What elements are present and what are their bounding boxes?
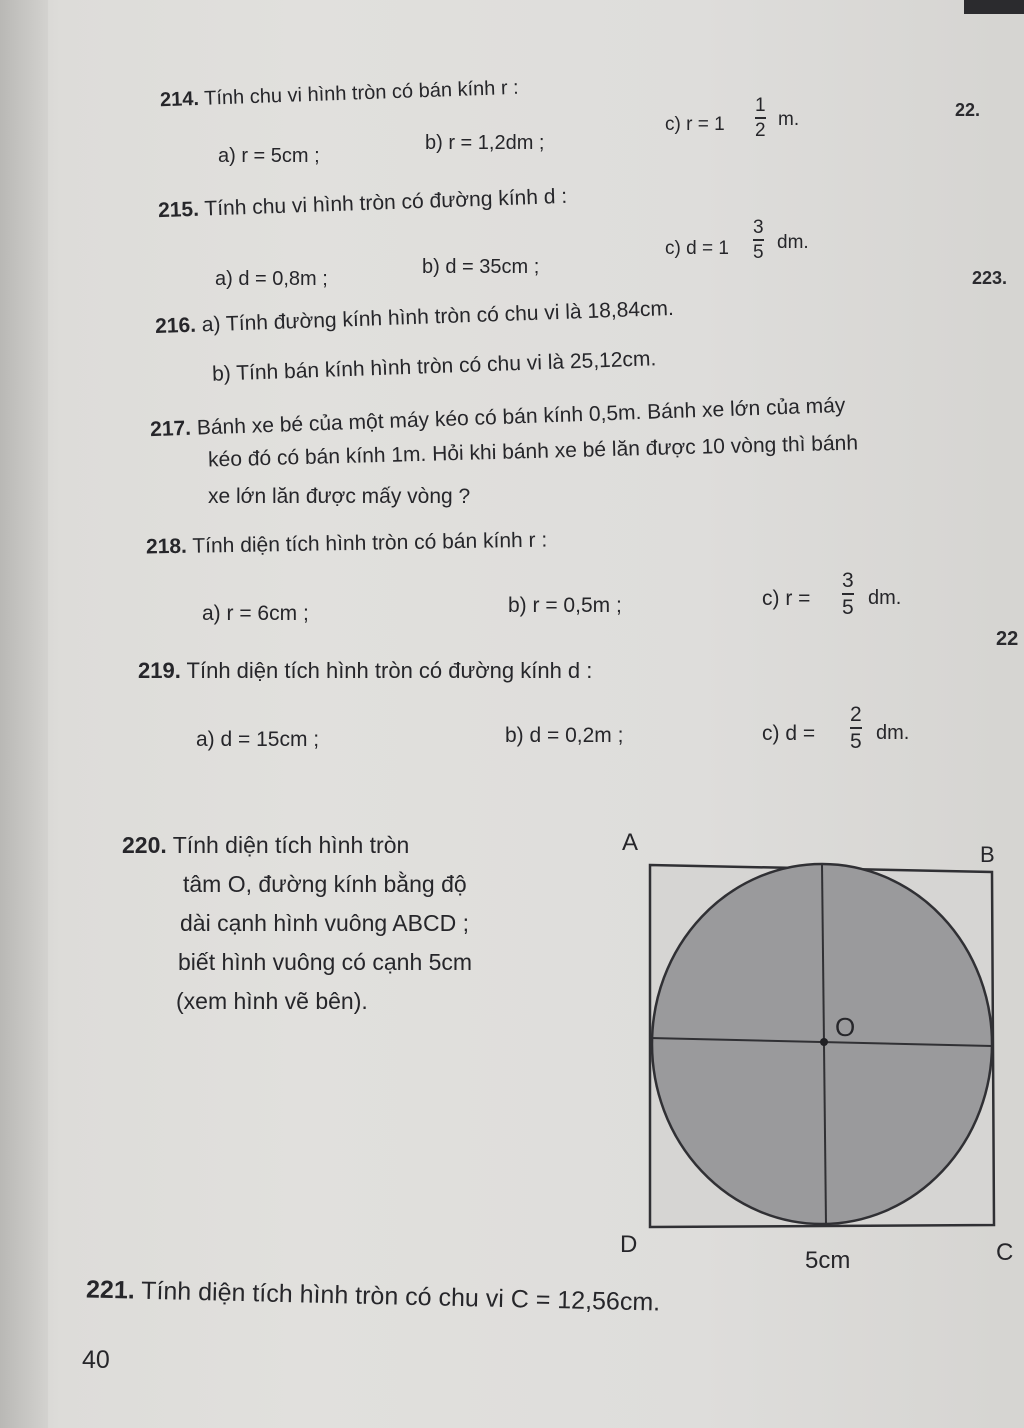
problem-text-line4: biết hình vuông có cạnh 5cm	[178, 949, 473, 975]
denominator: 2	[755, 120, 766, 141]
side-length-label: 5cm	[805, 1247, 851, 1274]
problem-text: Tính diện tích hình tròn có đường kính d :	[186, 658, 593, 683]
problem-220	[122, 832, 409, 859]
option-a: a) r = 5cm ;	[218, 145, 320, 167]
problem-number: 214.	[159, 87, 200, 112]
fraction-bar	[753, 239, 764, 241]
problem-218	[146, 529, 548, 560]
problem-text-line2: kéo đó có bán kính 1m. Hỏi khi bánh xe bé lăn được 10 vòng thì bánh	[207, 431, 859, 472]
side-number-1: 22.	[955, 100, 981, 120]
problem-216-a	[155, 297, 674, 339]
option-c-unit: dm.	[876, 722, 910, 744]
problem-text-line5: (xem hình vẽ bên).	[176, 988, 368, 1014]
label-a: A	[622, 829, 639, 856]
label-d: D	[620, 1231, 638, 1258]
option-c-unit: dm.	[868, 587, 902, 609]
option-b: b) d = 0,2m ;	[505, 724, 624, 747]
side-number-2: 223.	[972, 268, 1008, 288]
problem-216-b: b) Tính bán kính hình tròn có chu vi là 25,12cm.	[211, 347, 657, 386]
denominator: 5	[753, 242, 764, 263]
problem-number: 221.	[85, 1275, 136, 1305]
label-c: C	[996, 1239, 1014, 1266]
fraction	[755, 96, 766, 140]
book-spine	[0, 0, 48, 1428]
fraction	[842, 570, 854, 618]
problem-text-line1: Tính diện tích hình tròn	[172, 832, 410, 858]
problem-221	[86, 1275, 661, 1317]
page-number: 40	[82, 1346, 110, 1374]
denominator: 5	[842, 596, 854, 619]
label-b: B	[980, 842, 995, 867]
circle-in-square-figure	[600, 820, 1020, 1290]
problem-214	[160, 77, 519, 113]
numerator: 1	[755, 95, 766, 116]
label-o: O	[835, 1012, 856, 1042]
numerator: 2	[850, 703, 862, 726]
problem-number: 219.	[138, 658, 181, 683]
center-point	[820, 1038, 828, 1046]
option-c-unit: dm.	[777, 232, 809, 253]
problem-text: a) Tính đường kính hình tròn có chu vi là 18,84cm.	[201, 296, 675, 337]
side-number-3: 22	[996, 628, 1019, 650]
problem-text-line1: Bánh xe bé của một máy kéo có bán kính 0,5m. Bánh xe lớn của máy	[196, 393, 846, 440]
option-c-prefix: c) d = 1	[665, 238, 729, 259]
option-c-prefix: c) d =	[762, 722, 816, 745]
fraction	[850, 704, 862, 752]
fraction-bar	[755, 117, 766, 119]
option-c-unit: m.	[778, 109, 800, 130]
option-a: a) d = 15cm ;	[196, 728, 320, 751]
problem-number: 220.	[122, 832, 167, 858]
dark-corner	[964, 0, 1024, 14]
problem-text-line3: xe lớn lăn được mấy vòng ?	[208, 485, 471, 508]
problem-text-line3: dài cạnh hình vuông ABCD ;	[180, 910, 469, 936]
problem-219	[138, 658, 592, 684]
fraction	[753, 218, 764, 262]
problem-text: Tính diện tích hình tròn có chu vi C = 12,56cm.	[140, 1276, 661, 1317]
problem-number: 218.	[145, 534, 188, 559]
problem-number: 216.	[154, 313, 197, 339]
option-b: b) d = 35cm ;	[422, 256, 540, 278]
problem-text: Tính chu vi hình tròn có bán kính r :	[203, 76, 520, 110]
option-c-prefix: c) r =	[762, 587, 811, 610]
option-a: a) r = 6cm ;	[202, 602, 309, 625]
option-c-prefix: c) r = 1	[665, 114, 725, 135]
option-b: b) r = 0,5m ;	[508, 594, 622, 617]
problem-215	[158, 185, 568, 223]
option-a: a) d = 0,8m ;	[215, 268, 328, 290]
problem-number: 217.	[149, 416, 192, 442]
problem-number: 215.	[157, 197, 200, 223]
problem-text: Tính diện tích hình tròn có bán kính r :	[192, 528, 548, 558]
option-b: b) r = 1,2dm ;	[425, 132, 545, 154]
fraction-bar	[850, 727, 862, 729]
numerator: 3	[753, 217, 764, 238]
numerator: 3	[842, 569, 854, 592]
denominator: 5	[850, 730, 862, 753]
problem-text: Tính chu vi hình tròn có đường kính d :	[204, 184, 568, 221]
problem-text-line2: tâm O, đường kính bằng độ	[183, 871, 467, 897]
fraction-bar	[842, 593, 854, 595]
